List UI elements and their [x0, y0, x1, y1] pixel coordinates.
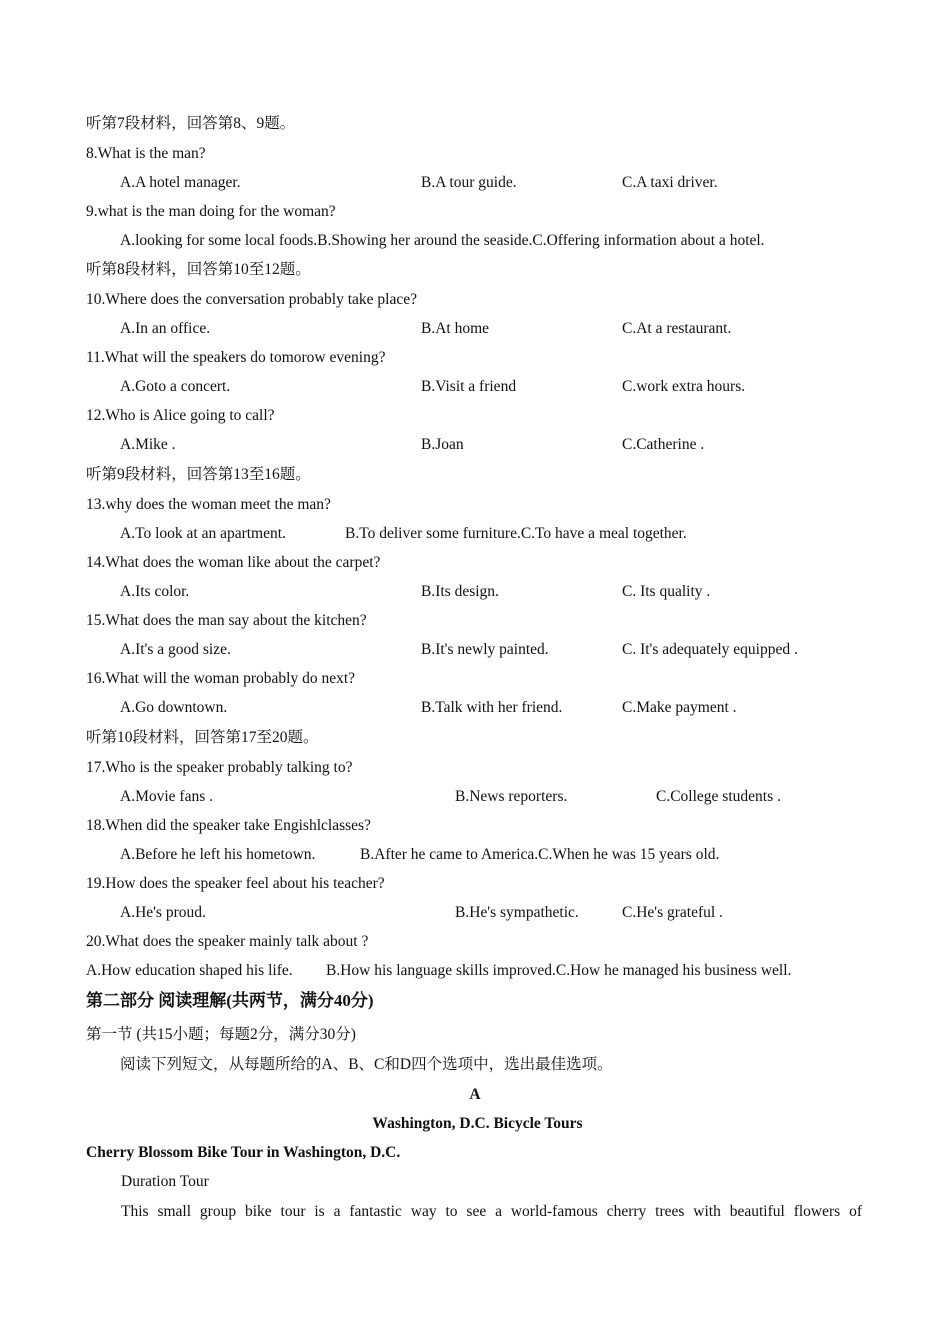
q12-option-c: C.Catherine . [622, 436, 705, 453]
q20-stem: 20.What does the speaker mainly talk about ? [86, 933, 369, 950]
q14-option-a: A.Its color. [120, 583, 190, 600]
q13-option-a: A.To look at an apartment. [120, 525, 286, 542]
q10-option-a: A.In an office. [120, 320, 211, 337]
sec10-header: 听第10段材料，回答第17至20题。 [86, 729, 319, 746]
passage-line-1: Duration Tour [121, 1173, 209, 1190]
q15-option-c: C. It's adequately equipped . [622, 641, 798, 658]
q12-option-b: B.Joan [421, 436, 464, 453]
q14-stem: 14.What does the woman like about the carpet? [86, 554, 381, 571]
q15-option-b: B.It's newly painted. [421, 641, 549, 658]
sec9-header: 听第9段材料，回答第13至16题。 [86, 466, 311, 483]
q9-stem: 9.what is the man doing for the woman? [86, 203, 336, 220]
sec7-header: 听第7段材料，回答第8、9题。 [86, 115, 296, 132]
q17-option-b: B.News reporters. [455, 788, 568, 805]
q19-option-a: A.He's proud. [120, 904, 206, 921]
q16-option-c: C.Make payment . [622, 699, 737, 716]
q19-stem: 19.How does the speaker feel about his teacher? [86, 875, 385, 892]
q15-option-a: A.It's a good size. [120, 641, 231, 658]
q9-options: A.looking for some local foods.B.Showing her around the seaside.C.Offering information about a hotel. [120, 232, 765, 249]
q10-option-b: B.At home [421, 320, 490, 337]
sec8-header: 听第8段材料，回答第10至12题。 [86, 261, 311, 278]
q17-option-c: C.College students . [656, 788, 781, 805]
q13-option-bc: B.To deliver some furniture.C.To have a meal together. [345, 525, 687, 542]
q11-stem: 11.What will the speakers do tomorow evening? [86, 349, 386, 366]
q18-option-a: A.Before he left his hometown. [120, 846, 316, 863]
part2-instruction: 阅读下列短文，从每题所给的A、B、C和D四个选项中，选出最佳选项。 [120, 1056, 613, 1073]
part2-title: 第二部分 阅读理解(共两节，满分40分) [86, 991, 374, 1010]
q13-stem: 13.why does the woman meet the man? [86, 496, 331, 513]
q12-option-a: A.Mike . [120, 436, 176, 453]
q17-option-a: A.Movie fans . [120, 788, 213, 805]
passage-subtitle: Cherry Blossom Bike Tour in Washington, D.C. [86, 1144, 401, 1161]
part2-section1: 第一节 (共15小题；每题2分，满分30分) [86, 1026, 356, 1043]
q14-option-c: C. Its quality . [622, 583, 711, 600]
passage-title: Washington, D.C. Bicycle Tours [372, 1115, 583, 1132]
q12-stem: 12.Who is Alice going to call? [86, 407, 275, 424]
q10-option-c: C.At a restaurant. [622, 320, 732, 337]
q8-stem: 8.What is the man? [86, 145, 206, 162]
q18-stem: 18.When did the speaker take Engishlclasses? [86, 817, 371, 834]
q8-option-c: C.A taxi driver. [622, 174, 718, 191]
q19-option-c: C.He's grateful . [622, 904, 723, 921]
q15-stem: 15.What does the man say about the kitchen? [86, 612, 367, 629]
q20-option-a: A.How education shaped his life. [86, 962, 293, 979]
q10-stem: 10.Where does the conversation probably take place? [86, 291, 417, 308]
q16-stem: 16.What will the woman probably do next? [86, 670, 356, 687]
q8-option-a: A.A hotel manager. [120, 174, 241, 191]
q16-option-b: B.Talk with her friend. [421, 699, 563, 716]
q14-option-b: B.Its design. [421, 583, 499, 600]
passage-line-2: This small group bike tour is a fantastic way to see a world-famous cherry trees with beautiful flowers of [121, 1203, 862, 1220]
q19-option-b: B.He's sympathetic. [455, 904, 579, 921]
passage-letter: A [469, 1086, 481, 1103]
q11-option-c: C.work extra hours. [622, 378, 746, 395]
q20-option-bc: B.How his language skills improved.C.How he managed his business well. [326, 962, 792, 979]
q18-option-bc: B.After he came to America.C.When he was 15 years old. [360, 846, 720, 863]
q17-stem: 17.Who is the speaker probably talking to? [86, 759, 353, 776]
q11-option-b: B.Visit a friend [421, 378, 517, 395]
q16-option-a: A.Go downtown. [120, 699, 228, 716]
q11-option-a: A.Goto a concert. [120, 378, 231, 395]
q8-option-b: B.A tour guide. [421, 174, 517, 191]
